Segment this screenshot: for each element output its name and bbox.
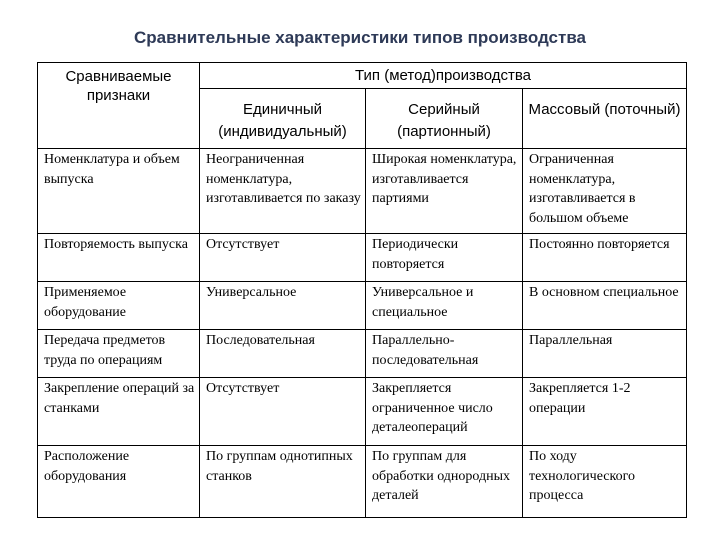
table-row — [38, 330, 687, 378]
header-criteria: Сравниваемые признаки — [38, 63, 200, 149]
row-criterion: Расположение оборудования — [38, 446, 200, 518]
cell-mass: Ограниченная номенклатура, изготавливается в большом объеме — [523, 149, 687, 234]
header-column-serial: Серийный (партионный) — [366, 89, 523, 149]
cell-single: Неограниченная номенклатура, изготавливается по заказу — [200, 149, 366, 234]
cell-mass: Закрепляется 1-2 операции — [523, 378, 687, 446]
table-row — [38, 149, 687, 234]
table-row — [38, 446, 687, 518]
header-column-mass: Массовый (поточный) — [523, 89, 687, 149]
cell-mass: Параллельная — [523, 330, 687, 378]
cell-serial: Широкая номенклатура, изготавливается партиями — [366, 149, 523, 234]
row-criterion: Передача предметов труда по операциям — [38, 330, 200, 378]
table-row — [38, 282, 687, 330]
cell-serial: Параллельно-последовательная — [366, 330, 523, 378]
cell-mass: Постоянно повторяется — [523, 234, 687, 282]
cell-single: По группам однотипных станков — [200, 446, 366, 518]
row-criterion: Повторяемость выпуска — [38, 234, 200, 282]
cell-mass: По ходу технологического процесса — [523, 446, 687, 518]
header-production-type: Тип (метод)производства — [200, 63, 687, 89]
page-title: Сравнительные характеристики типов производства — [133, 28, 587, 47]
comparison-table — [37, 62, 687, 518]
header-column-single: Единичный (индивидуальный) — [200, 89, 366, 149]
cell-mass: В основном специальное — [523, 282, 687, 330]
cell-serial: По группам для обработки однородных деталей — [366, 446, 523, 518]
row-criterion: Номенклатура и объем выпуска — [38, 149, 200, 234]
cell-serial: Закрепляется ограниченное число деталеопераций — [366, 378, 523, 446]
row-criterion: Применяемое оборудование — [38, 282, 200, 330]
cell-single: Последовательная — [200, 330, 366, 378]
cell-serial: Периодически повторяется — [366, 234, 523, 282]
cell-single: Отсутствует — [200, 234, 366, 282]
cell-serial: Универсальное и специальное — [366, 282, 523, 330]
table-row — [38, 234, 687, 282]
cell-single: Отсутствует — [200, 378, 366, 446]
row-criterion: Закрепление операций за станками — [38, 378, 200, 446]
cell-single: Универсальное — [200, 282, 366, 330]
table-row — [38, 378, 687, 446]
